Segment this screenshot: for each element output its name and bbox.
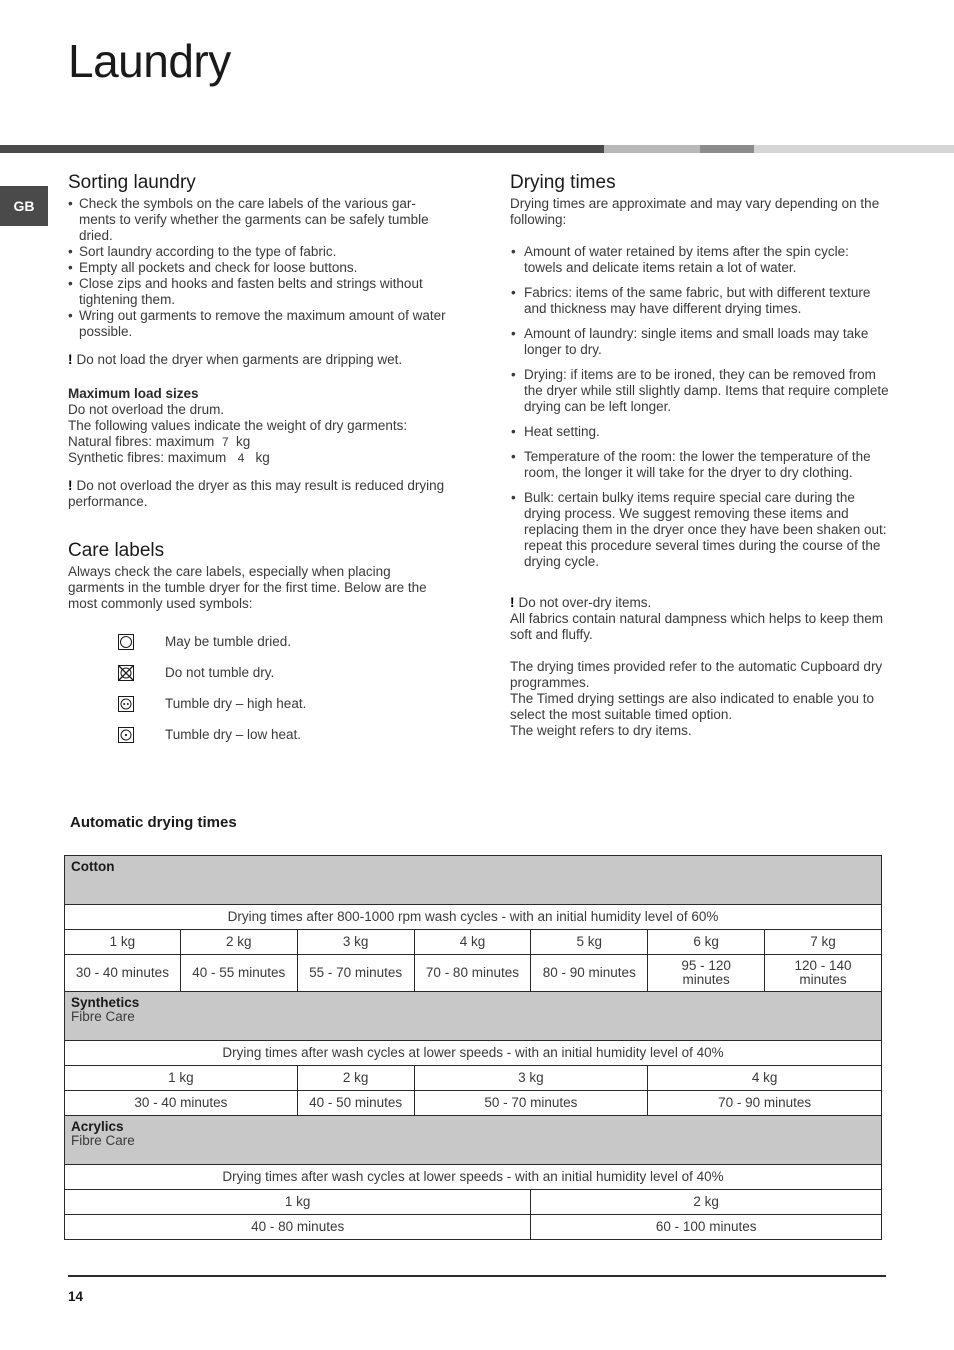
list-item-text: Wring out garments to remove the maximum amount of water possible.: [79, 308, 446, 339]
time-cell: 50 - 70 minutes: [414, 1091, 648, 1116]
synthetic-fibres-max: [68, 450, 448, 466]
time-cell: 70 - 90 minutes: [648, 1091, 882, 1116]
care-symbol-row: [118, 688, 448, 719]
synthetic-fibres-label: Synthetic fibres: maximum: [68, 450, 227, 465]
max-load-heading: Maximum load sizes: [68, 386, 199, 401]
table-row: [65, 955, 882, 992]
synthetics-header: [65, 992, 882, 1041]
time-cell: 40 - 50 minutes: [297, 1091, 414, 1116]
list-item-text: Heat setting.: [524, 424, 600, 439]
list-item: [68, 308, 448, 340]
do-not-tumble-dry-icon: [118, 665, 134, 681]
list-item-text: Fabrics: items of the same fabric, but with different texture and thickness may have different drying times.: [524, 285, 871, 316]
table-row: [65, 1066, 882, 1091]
language-tab: GB: [0, 186, 48, 226]
list-item: [510, 367, 890, 415]
load-cell: 5 kg: [531, 930, 648, 955]
warning-icon: !: [510, 595, 515, 610]
load-cell: 3 kg: [297, 930, 414, 955]
care-symbol-label: Tumble dry – high heat.: [165, 695, 307, 711]
list-item: [510, 449, 890, 481]
sorting-warning: [68, 352, 448, 368]
load-cell: 1 kg: [65, 1066, 298, 1091]
max-load-line: Do not overload the drum.: [68, 402, 225, 417]
list-item-text: Amount of laundry: single items and small loads may take longer to dry.: [524, 326, 869, 357]
care-symbol-row: [118, 657, 448, 688]
time-cell: 30 - 40 minutes: [65, 1091, 298, 1116]
time-cell: 40 - 55 minutes: [180, 955, 297, 992]
load-cell: 7 kg: [765, 930, 882, 955]
natural-fibres-value: 7: [221, 435, 229, 449]
care-symbol-label: Tumble dry – low heat.: [165, 726, 302, 742]
unit-label: kg: [236, 434, 251, 449]
list-item-text: Amount of water retained by items after the spin cycle: towels and delicate items retain a lot of water.: [524, 244, 849, 275]
drying-note: The weight refers to dry items.: [510, 723, 692, 738]
sorting-list: [68, 196, 448, 340]
drying-times-heading: Drying times: [510, 172, 616, 193]
load-cell: 4 kg: [648, 1066, 882, 1091]
table-row: [65, 905, 882, 930]
table-row: [65, 856, 882, 905]
fabric-subname: Fibre Care: [71, 1009, 135, 1024]
care-symbol-list: [118, 626, 448, 750]
over-dry-detail: All fabrics contain natural dampness which helps to keep them soft and fluffy.: [510, 611, 883, 642]
load-cell: 1 kg: [65, 1190, 531, 1215]
page-number: 14: [68, 1289, 84, 1304]
fabric-name: Cotton: [71, 859, 115, 874]
fabric-subname: Fibre Care: [71, 1133, 135, 1148]
warning-icon: !: [68, 478, 73, 493]
list-item-text: Close zips and hooks and fasten belts and strings without tightening them.: [79, 276, 423, 307]
load-cell: 2 kg: [297, 1066, 414, 1091]
care-symbol-row: [118, 719, 448, 750]
right-column: [510, 172, 890, 739]
unit-label: kg: [255, 450, 270, 465]
time-cell: 55 - 70 minutes: [297, 955, 414, 992]
table-row: [65, 1041, 882, 1066]
load-cell: 6 kg: [648, 930, 765, 955]
sorting-heading: Sorting laundry: [68, 172, 196, 193]
natural-fibres-max: [68, 434, 448, 450]
tumble-dry-allowed-icon: [118, 634, 134, 650]
list-item: [510, 326, 890, 358]
over-dry-warning: [510, 595, 890, 611]
max-load-warning: [68, 478, 448, 510]
list-item-text: Check the symbols on the care labels of the various gar- ments to verify whether the garments can be safely tumble dried.: [79, 196, 429, 243]
table-row: [65, 1215, 882, 1240]
table-row: [65, 1165, 882, 1190]
load-cell: 3 kg: [414, 1066, 648, 1091]
cotton-note: Drying times after 800-1000 rpm wash cycles - with an initial humidity level of 60%: [65, 905, 882, 930]
drying-times-table: [64, 855, 882, 1240]
left-column: [68, 172, 448, 750]
header-bar-pale: [754, 145, 954, 153]
page-title: Laundry: [68, 35, 231, 87]
table-caption: Automatic drying times: [70, 814, 237, 831]
footer-rule: [68, 1275, 886, 1277]
natural-fibres-label: Natural fibres: maximum: [68, 434, 215, 449]
load-cell: 2 kg: [180, 930, 297, 955]
list-item: [510, 244, 890, 276]
time-cell: 80 - 90 minutes: [531, 955, 648, 992]
tumble-dry-high-heat-icon: [118, 696, 134, 712]
list-item: [68, 196, 448, 244]
list-item: [510, 285, 890, 317]
synthetics-note: Drying times after wash cycles at lower speeds - with an initial humidity level of 40%: [65, 1041, 882, 1066]
drying-note: The drying times provided refer to the automatic Cupboard dry programmes.: [510, 659, 883, 690]
fabric-name: Acrylics: [71, 1119, 124, 1134]
table-row: [65, 1116, 882, 1165]
list-item: [510, 424, 890, 440]
list-item-text: Sort laundry according to the type of fabric.: [79, 244, 337, 259]
drying-times-intro: Drying times are approximate and may vary depending on the following:: [510, 196, 880, 227]
warning-icon: !: [68, 352, 73, 367]
time-cell: 120 - 140 minutes: [765, 955, 882, 992]
load-cell: 2 kg: [531, 1190, 882, 1215]
table-row: [65, 1091, 882, 1116]
warning-text: Do not load the dryer when garments are dripping wet.: [76, 352, 403, 367]
max-load-line: The following values indicate the weight of dry garments:: [68, 418, 408, 433]
time-cell: 40 - 80 minutes: [65, 1215, 531, 1240]
time-cell: 30 - 40 minutes: [65, 955, 181, 992]
load-cell: 4 kg: [414, 930, 531, 955]
fabric-name: Synthetics: [71, 995, 140, 1010]
drying-note: The Timed drying settings are also indicated to enable you to select the most suitable timed option.: [510, 691, 874, 722]
drying-factors-list: [510, 244, 890, 570]
list-item: [68, 260, 448, 276]
care-symbol-label: Do not tumble dry.: [165, 664, 275, 680]
time-cell: 60 - 100 minutes: [531, 1215, 882, 1240]
acrylics-header: [65, 1116, 882, 1165]
synthetic-fibres-value: 4: [237, 451, 245, 465]
list-item-text: Temperature of the room: the lower the temperature of the room, the longer it will take for the dryer to dry clothing.: [524, 449, 871, 480]
tumble-dry-low-heat-icon: [118, 727, 134, 743]
care-symbol-label: May be tumble dried.: [165, 633, 292, 649]
header-bar-light: [604, 145, 700, 153]
list-item-text: Bulk: certain bulky items require special care during the drying process. We suggest removing these items and replacing them in the dryer once they have been shaken out: repeat this procedure several times during the course of the drying cycle.: [524, 490, 887, 569]
warning-text: Do not overload the dryer as this may result is reduced drying performance.: [68, 478, 445, 509]
time-cell: 70 - 80 minutes: [414, 955, 531, 992]
list-item-text: Drying: if items are to be ironed, they can be removed from the dryer while still slightly damp. Items that require complete drying can be left longer.: [524, 367, 889, 414]
list-item: [68, 244, 448, 260]
time-cell: 95 - 120 minutes: [648, 955, 765, 992]
acrylics-note: Drying times after wash cycles at lower speeds - with an initial humidity level of 40%: [65, 1165, 882, 1190]
care-symbol-row: [118, 626, 448, 657]
table-row: [65, 930, 882, 955]
header-bar-dark: [0, 145, 604, 153]
table-row: [65, 1190, 882, 1215]
care-labels-heading: Care labels: [68, 540, 165, 561]
table-row: [65, 992, 882, 1041]
list-item: [510, 490, 890, 570]
list-item-text: Empty all pockets and check for loose buttons.: [79, 260, 358, 275]
care-labels-intro: Always check the care labels, especially when placing garments in the tumble dryer for the first time. Below are the most commonly used symbols:: [68, 564, 427, 611]
cotton-header: [65, 856, 882, 905]
load-cell: 1 kg: [65, 930, 181, 955]
warning-text: Do not over-dry items.: [518, 595, 652, 610]
list-item: [68, 276, 448, 308]
header-bar-mid: [700, 145, 754, 153]
